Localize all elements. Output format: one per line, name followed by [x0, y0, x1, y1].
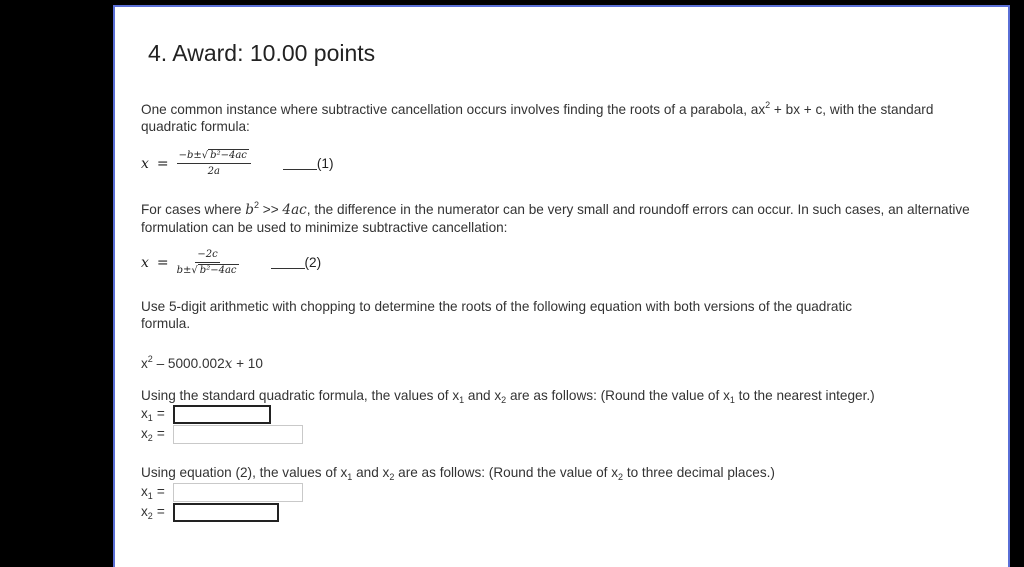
formula2-equals: =: [156, 254, 169, 271]
part1-x1: x: [452, 388, 460, 403]
part2-x2-label-sub: 2: [147, 511, 153, 521]
equation-x-linear: x: [224, 356, 233, 372]
equation-tail: + 10: [232, 356, 263, 371]
part2-and: and: [352, 465, 383, 480]
formula2-number: (2): [304, 255, 322, 270]
equation-line: [141, 351, 263, 373]
part1-x2-sub: 2: [501, 395, 507, 405]
part2-x1-label-eq: =: [156, 484, 165, 499]
formula2-numerator: −2c: [195, 249, 219, 263]
cases-pre: For cases where: [141, 202, 246, 217]
formula1-numerator: [177, 150, 251, 164]
part2-x2-label: [141, 504, 173, 521]
part2-x1-row: [141, 483, 303, 502]
intro-paragraph: [141, 97, 961, 135]
part1-x3-sub: 1: [729, 395, 735, 405]
equation-x: x: [141, 356, 148, 371]
intro-poly-a: ax: [750, 102, 766, 117]
intro-text-before: One common instance where subtractive cancellation occurs involves finding the roots of a parabola,: [141, 102, 751, 117]
part2-x2-row: [141, 503, 279, 522]
part2-post: are as follows: (Round the value of: [394, 465, 612, 480]
part1-pre: Using the standard quadratic formula, the values of: [141, 388, 453, 403]
part1-x2-input[interactable]: [173, 425, 303, 444]
part1-x1-label-sub: 1: [147, 413, 153, 423]
formula1-number: (1): [316, 156, 334, 171]
part2-x1-sub: 1: [347, 472, 353, 482]
formula2-denominator: [177, 263, 239, 276]
part2-x2-label-eq: =: [156, 504, 165, 519]
formula1-numerator-pre: −b±√: [178, 150, 209, 161]
part1-x2: x: [494, 388, 502, 403]
part2-x2-input[interactable]: [173, 503, 279, 522]
part1-post2: to the nearest integer.): [734, 388, 875, 403]
question-card: [113, 5, 1010, 567]
cases-post: , the difference in the numerator can be very small and roundoff errors can occur. In such cases, an alternative formulation can be used to minimize subtractive cancellation:: [141, 202, 970, 235]
part2-x1: x: [340, 465, 348, 480]
part2-x1-label-sub: 1: [147, 491, 153, 501]
equation-rest: – 5000.002: [152, 356, 225, 371]
formula2-denominator-pre: b±√: [176, 265, 198, 276]
part1-x1-row: [141, 405, 271, 424]
part2-x2-sub: 2: [389, 472, 395, 482]
formula-1: [141, 150, 334, 177]
formula1-denominator: 2a: [207, 166, 220, 177]
formula2-blank: [271, 256, 305, 269]
formula2-fraction: [177, 249, 239, 276]
part2-x2: x: [382, 465, 390, 480]
part2-x1-input[interactable]: [173, 483, 303, 502]
formula1-blank: [283, 157, 317, 170]
formula1-radicand: b²−4ac: [210, 150, 247, 161]
part2-x2-label-x: x: [141, 504, 148, 519]
question-title: 4. Award: 10.00 points: [148, 40, 376, 66]
part1-post: are as follows: (Round the value of: [506, 388, 724, 403]
cases-mid: >>: [258, 202, 283, 217]
part2-x1-label: [141, 484, 173, 501]
part1-x2-label-sub: 2: [147, 433, 153, 443]
formula2-lhs: x: [141, 254, 149, 271]
part1-and: and: [464, 388, 495, 403]
part1-x1-input[interactable]: [173, 405, 271, 424]
formula-2: [141, 249, 321, 276]
instruction-paragraph: [141, 298, 861, 332]
intro-poly-rest: + bx + c: [770, 102, 823, 117]
part2-x3: x: [611, 465, 619, 480]
part2-pre: Using equation (2), the values of: [141, 465, 341, 480]
cases-b-exp: 2: [253, 200, 259, 210]
formula1-equals: =: [156, 155, 169, 172]
formula2-radicand: b²−4ac: [199, 265, 237, 276]
formula1-fraction: [177, 150, 251, 177]
cases-paragraph: [141, 197, 971, 236]
part1-x3: x: [723, 388, 730, 403]
part2-x1-label-x: x: [141, 484, 148, 499]
equation-exp: 2: [147, 354, 153, 364]
intro-text-after: , with the standard quadratic formula:: [141, 102, 934, 134]
part1-x2-label: [141, 426, 173, 443]
part2-x3-sub: 2: [618, 472, 624, 482]
part1-x2-label-eq: =: [156, 426, 165, 441]
intro-poly-exp: 2: [765, 100, 771, 110]
part1-x1-label-x: x: [141, 406, 148, 421]
cases-b: b: [245, 202, 254, 218]
instruction-text: Use 5-digit arithmetic with chopping to determine the roots of the following equation with both versions of the quadratic formula.: [141, 299, 853, 331]
cases-4ac: 4ac: [282, 202, 307, 218]
part1-x1-sub: 1: [459, 395, 465, 405]
formula1-lhs: x: [141, 155, 149, 172]
part2-post2: to three decimal places.): [623, 465, 775, 480]
part1-x2-label-x: x: [141, 426, 148, 441]
part1-x2-row: [141, 425, 303, 444]
part1-x1-label: [141, 406, 173, 423]
part1-x1-label-eq: =: [156, 406, 165, 421]
